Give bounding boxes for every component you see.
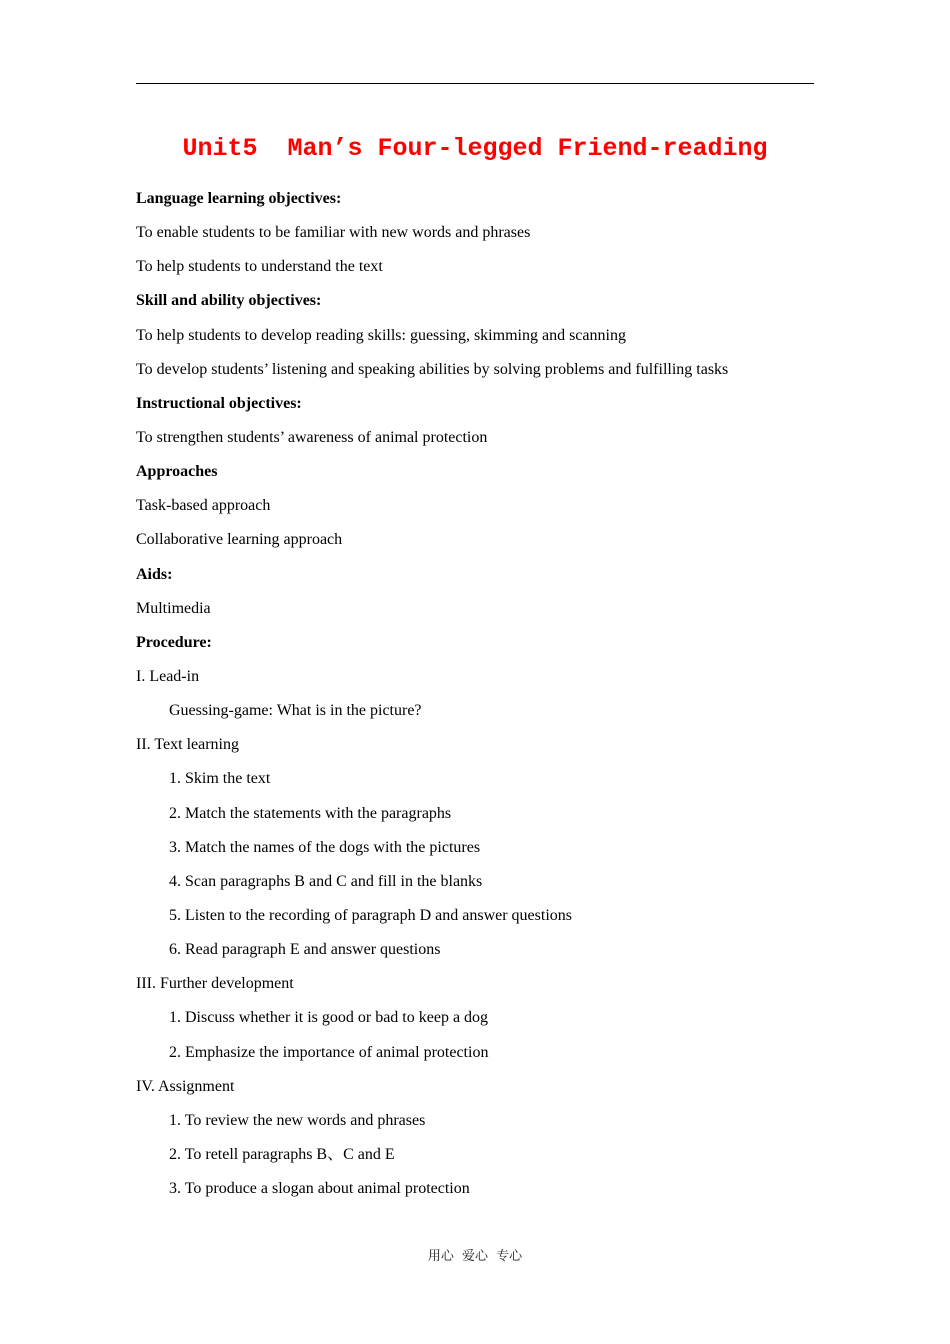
body-line: To strengthen students’ awareness of animal protection (136, 428, 488, 446)
procedure-step: 1. Skim the text (169, 770, 271, 788)
section-heading: Procedure: (136, 633, 212, 651)
procedure-step: Guessing-game: What is in the picture? (169, 702, 422, 720)
procedure-step: 3. Match the names of the dogs with the pictures (169, 838, 481, 856)
section-heading: Skill and ability objectives: (136, 292, 322, 310)
procedure-step: 5. Listen to the recording of paragraph D and answer questions (169, 906, 572, 924)
section-heading: Approaches (136, 463, 218, 481)
procedure-step: 2. To retell paragraphs B、C and E (169, 1145, 395, 1163)
procedure-step: 4. Scan paragraphs B and C and fill in the blanks (169, 872, 483, 890)
section-heading: Aids: (136, 565, 173, 583)
procedure-step: 1. To review the new words and phrases (169, 1111, 426, 1129)
body-line: Task-based approach (136, 497, 271, 515)
section-heading: Language learning objectives: (136, 190, 342, 207)
document-body (136, 186, 814, 1210)
procedure-step: 3. To produce a slogan about animal protection (169, 1180, 470, 1198)
procedure-step: 2. Emphasize the importance of animal protection (169, 1043, 489, 1061)
document-title: Unit5 Man’s Four-legged Friend-reading (182, 134, 768, 163)
body-line: I. Lead-in (136, 667, 200, 685)
body-line: To develop students’ listening and speaking abilities by solving problems and fulfilling tasks (136, 360, 729, 378)
body-line: IV. Assignment (136, 1077, 235, 1095)
procedure-step: 1. Discuss whether it is good or bad to keep a dog (169, 1009, 489, 1027)
body-line: Collaborative learning approach (136, 531, 343, 549)
procedure-step: 2. Match the statements with the paragraphs (169, 804, 452, 822)
body-line: To help students to understand the text (136, 258, 383, 276)
body-line: Multimedia (136, 599, 211, 617)
procedure-step: 6. Read paragraph E and answer questions (169, 941, 441, 959)
body-line: II. Text learning (136, 736, 239, 754)
page-footer: 用心 爱心 专心 (427, 1249, 523, 1264)
body-line: To enable students to be familiar with new words and phrases (136, 224, 531, 242)
header-rule (136, 83, 814, 84)
body-line: To help students to develop reading skills: guessing, skimming and scanning (136, 326, 626, 344)
section-heading: Instructional objectives: (136, 394, 302, 412)
body-line: III. Further development (136, 975, 294, 993)
